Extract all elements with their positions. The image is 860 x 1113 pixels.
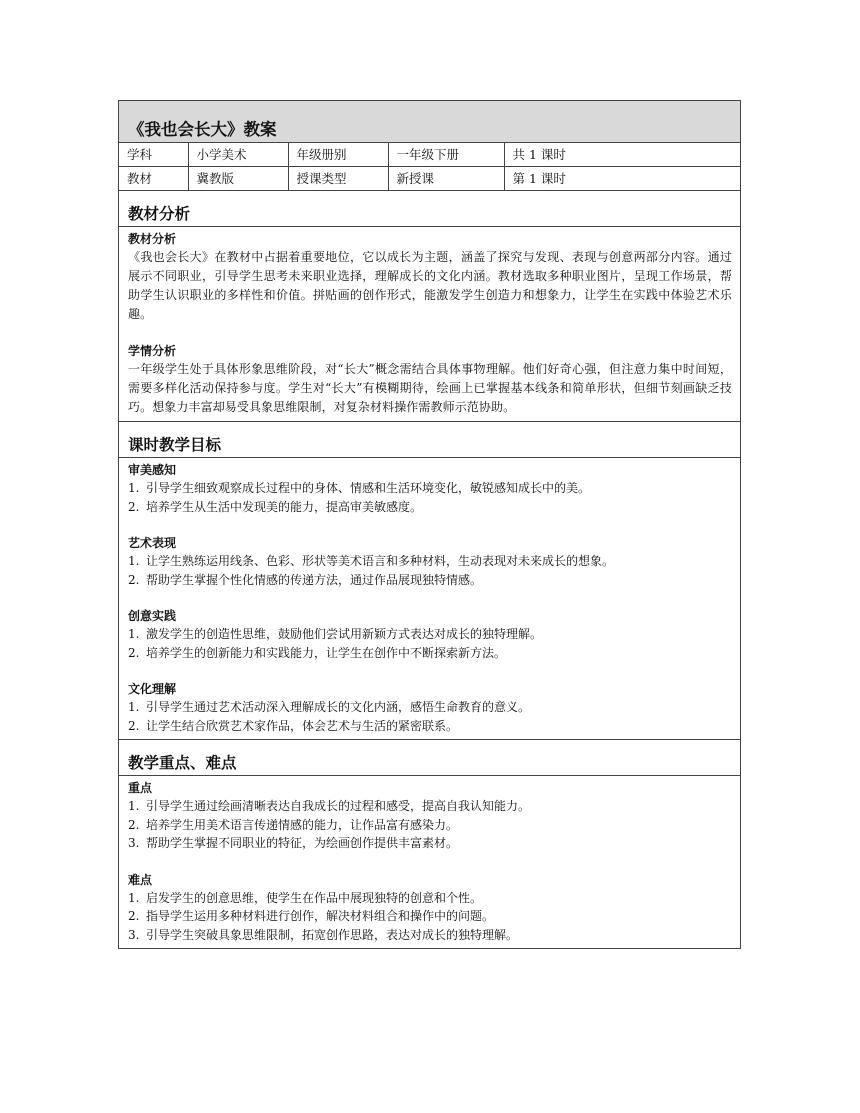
document-title: 《我也会长大》教案 [119, 101, 740, 143]
subsection-title: 创意实践 [128, 609, 177, 623]
list-number: 2. [128, 572, 140, 587]
list-text: 培养学生用美术语言传递情感的能力，让作品富有感染力。 [146, 817, 459, 832]
meta-value-grade: 一年级下册 [388, 143, 504, 167]
meta-label-grade: 年级册别 [288, 143, 388, 167]
list-item [128, 571, 732, 590]
meta-value-period: 第 1 课时 [504, 167, 740, 191]
list-number: 3. [128, 836, 140, 850]
meta-label-textbook: 教材 [119, 167, 188, 191]
section-body-analysis [119, 227, 740, 422]
list-number: 1. [128, 700, 140, 714]
list-item [128, 479, 732, 498]
list-item [128, 797, 732, 816]
meta-table [119, 143, 740, 191]
subsection-title: 重点 [128, 781, 153, 795]
list-number: 1. [128, 799, 140, 813]
list-text: 引导学生通过绘画清晰表达自我成长的过程和感受，提高自我认知能力。 [146, 799, 531, 813]
list-item [128, 717, 732, 736]
subsection-title: 难点 [128, 872, 153, 887]
meta-row [119, 167, 740, 191]
list-text: 帮助学生掌握个性化情感的传递方法，通过作品展现独特情感。 [146, 572, 483, 587]
subsection-title: 学情分析 [128, 344, 177, 358]
list-text: 引导学生突破具象思维限制，拓宽创作思路，表达对成长的独特理解。 [146, 927, 519, 942]
list-text: 启发学生的创意思维，使学生在作品中展现独特的创意和个性。 [146, 890, 483, 905]
list-text: 培养学生从生活中发现美的能力，提高审美敏感度。 [146, 499, 423, 514]
subsection-title: 审美感知 [128, 463, 177, 477]
list-text: 指导学生运用多种材料进行创作，解决材料组合和操作中的问题。 [146, 909, 495, 923]
paragraph: 一年级学生处于具体形象思维阶段，对“长大”概念需结合具体事物理解。他们好奇心强，但注意力集中时间短，需要多样化活动保持参与度。学生对“长大”有模糊期待，绘画上已掌握基本线条和简单形状，但细节刻画缺乏技巧。想象力丰富却易受具象思维限制，对复杂材料操作需教师示范协助。 [128, 362, 732, 414]
list-text: 让学生熟练运用线条、色彩、形状等美术语言和多种材料，生动表现对未来成长的想象。 [146, 554, 615, 568]
meta-label-lesson-type: 授课类型 [288, 167, 388, 191]
list-item [128, 644, 732, 663]
list-item [128, 698, 732, 717]
list-text: 让学生结合欣赏艺术家作品，体会艺术与生活的紧密联系。 [146, 718, 459, 733]
list-item [128, 816, 732, 835]
list-text: 引导学生细致观察成长过程中的身体、情感和生活环境变化，敏锐感知成长中的美。 [146, 481, 591, 495]
list-number: 3. [128, 927, 140, 942]
list-item [128, 834, 732, 853]
list-text: 培养学生的创新能力和实践能力，让学生在创作中不断探索新方法。 [146, 645, 507, 660]
list-number: 1. [128, 627, 140, 641]
list-item [128, 552, 732, 571]
list-text: 帮助学生掌握不同职业的特征，为绘画创作提供丰富素材。 [146, 836, 459, 850]
list-number: 1. [128, 481, 140, 495]
list-number: 1. [128, 890, 140, 905]
list-number: 2. [128, 645, 140, 660]
section-heading-key-points: 教学重点、难点 [119, 740, 740, 776]
subsection-title: 艺术表现 [128, 536, 177, 550]
list-number: 2. [128, 499, 140, 514]
section-heading-objectives: 课时教学目标 [119, 422, 740, 458]
meta-value-total-periods: 共 1 课时 [504, 143, 740, 167]
list-item [128, 625, 732, 644]
meta-label-subject: 学科 [119, 143, 188, 167]
subsection-title: 教材分析 [128, 232, 177, 246]
section-heading-analysis: 教材分析 [119, 191, 740, 227]
list-number: 2. [128, 817, 140, 832]
section-body-key-points [119, 776, 740, 948]
list-item [128, 889, 732, 908]
meta-value-subject: 小学美术 [188, 143, 288, 167]
lesson-plan-document [118, 100, 741, 949]
list-item [128, 926, 732, 945]
meta-value-lesson-type: 新授课 [388, 167, 504, 191]
list-text: 激发学生的创造性思维，鼓励他们尝试用新颖方式表达对成长的独特理解。 [146, 627, 543, 641]
section-body-objectives [119, 458, 740, 740]
list-number: 2. [128, 909, 140, 923]
list-item [128, 498, 732, 517]
list-text: 引导学生通过艺术活动深入理解成长的文化内涵，感悟生命教育的意义。 [146, 700, 531, 714]
list-item [128, 907, 732, 926]
subsection-title: 文化理解 [128, 682, 177, 696]
meta-value-textbook: 冀教版 [188, 167, 288, 191]
list-number: 1. [128, 554, 140, 568]
meta-row [119, 143, 740, 167]
paragraph: 《我也会长大》在教材中占据着重要地位，它以成长为主题，涵盖了探究与发现、表现与创意两部分内容。通过展示不同职业，引导学生思考未来职业选择，理解成长的文化内涵。教材选取多种职业图片，呈现工作场景，帮助学生认识职业的多样性和价值。拼贴画的创作形式，能激发学生创造力和想象力，让学生在实践中体验艺术乐趣。 [128, 250, 732, 321]
list-number: 2. [128, 718, 140, 733]
